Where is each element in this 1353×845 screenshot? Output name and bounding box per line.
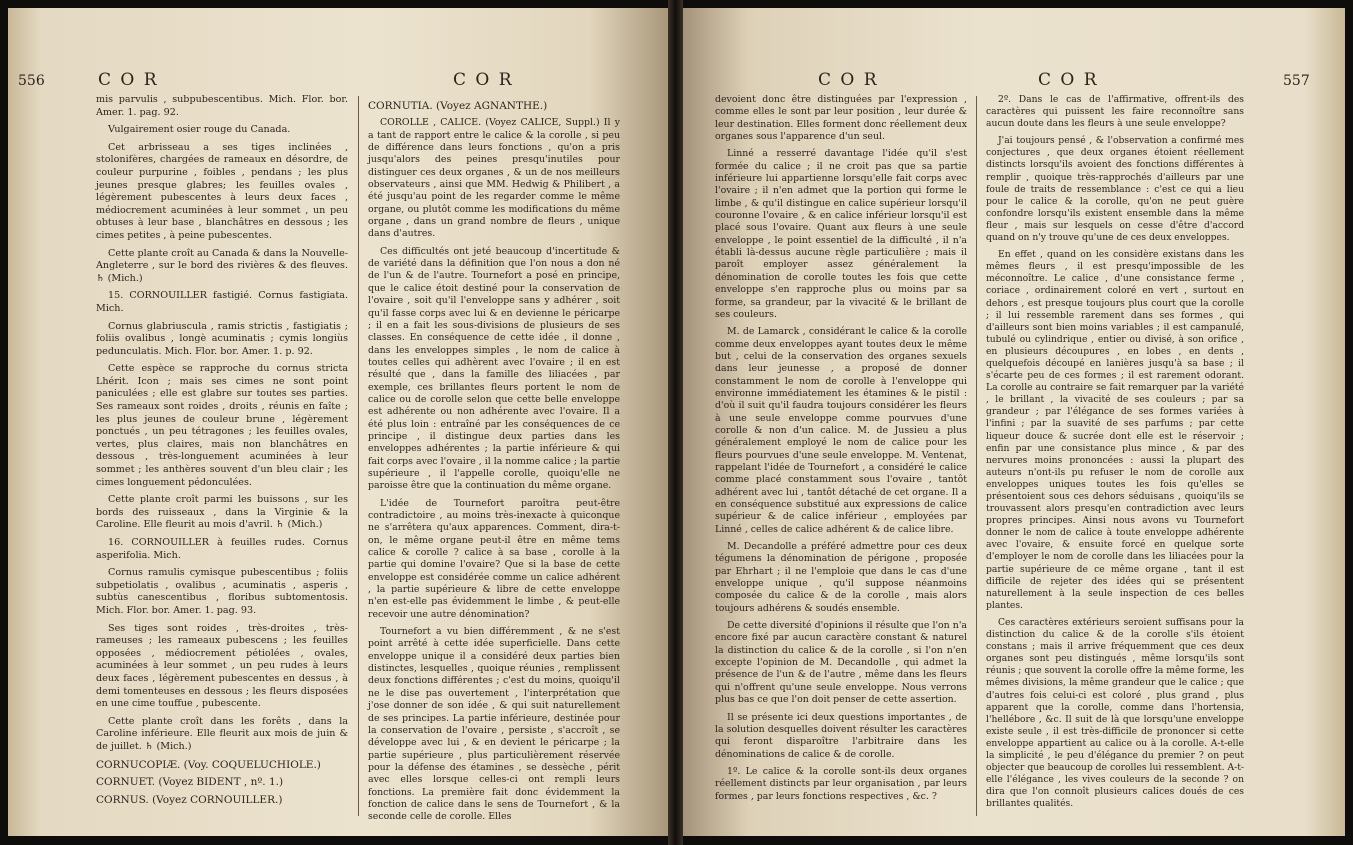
column-2 xyxy=(368,94,620,829)
column-rule xyxy=(358,96,359,816)
paragraph: De cette diversité d'opinions il résulte que l'on n'a encore fixé par aucun caractère constant & naturel la distinction du calice & de la corolle , si l'on n'en excepte l'opinion de M. Decandolle , qui admet la présence de l'un & de l'autre , même dans les fleurs qui n'offrent qu'une seule enveloppe. Nous verrons plus bas ce que l'on doit penser de cette assertion. xyxy=(715,620,967,706)
paragraph: Cet arbrisseau a ses tiges inclinées , stolonifères, chargées de rameaux en désordre, de couleur purpurine , foibles , pendans ; les plus jeunes presque glabres; les feuilles ovales , légèrement pubescentes à leurs deux faces , médiocrement acuminées à leur sommet , un peu obtuses à leur base , blanchâtres en dessous ; les cimes petites , à peine pubescentes. xyxy=(96,141,348,241)
paragraph: Linné a resserré davantage l'idée qu'il s'est formée du calice ; il ne croit pas que sa partie inférieure lui appartienne lorsqu'elle fait corps avec l'ovaire ; il n'en admet que la portion qui forme le limbe , & qu'il distingue en calice supérieur lorsqu'il couronne l'ovaire , & en calice inférieur lorsqu'il est placé sous l'ovaire. Quant aux fleurs à une seule enveloppe , le point essentiel de la difficulté , il n'a établi là-dessus aucune règle particulière ; mais il paroît employer assez généralement la dénomination de corolle toutes les fois que cette enveloppe s'en rapproche plus ou moins par sa forme, sa grandeur, par la vivacité & le brillant de ses couleurs. xyxy=(715,148,967,320)
right-running-head-1: C O R xyxy=(818,70,879,90)
page-number-right: 557 xyxy=(1283,73,1310,89)
paragraph: Cette plante croît au Canada & dans la Nouvelle-Angleterre , sur le bord des rivières & des fleuves. ♄ (Mich.) xyxy=(96,247,348,284)
paragraph: Il se présente ici deux questions importantes , de la solution desquelles doivent résulter les caractères qui feront disparoître l'arbitraire dans les dénominations de calice & de corolle. xyxy=(715,711,967,760)
right-page xyxy=(683,8,1345,836)
paragraph: J'ai toujours pensé , & l'observation a confirmé mes conjectures , que deux organes étoient réellement distincts lorsqu'ils avoient des fonctions différentes à remplir , quoique très-rapprochés d'ailleurs par une foule de traits de ressemblance : c'est ce qui a lieu pour le calice & la corolle, qu'on ne peut guère confondre lorsqu'ils existent ensemble dans la même fleur , mais sur lesquels on cesse d'être d'accord quand on n'y trouve qu'une de ces deux enveloppes. xyxy=(986,135,1244,244)
latin-diagnosis: Cornus ramulis cymisque pubescentibus ; foliis subpetiolatis , ovalibus , acuminatis , asperis , subtùs canescentibus , floribus subtomentosis. Mich. Flor. bor. Amer. 1. pag. 93. xyxy=(96,567,348,616)
paragraph: Cette plante croît dans les forêts , dans la Caroline inférieure. Elle fleurit aux mois de juin & de juillet. ♄ (Mich.) xyxy=(96,715,348,752)
right-running-head-2: C O R xyxy=(1038,70,1099,90)
paragraph: Vulgairement osier rouge du Canada. xyxy=(108,124,291,136)
paragraph: M. Decandolle a préféré admettre pour ces deux tégumens la dénomination de périgone , proposée par Ehrhart ; il ne l'emploie que dans le cas d'une enveloppe unique , qu'il suppose néanmoins composée du calice & de la corolle , mais alors toujours adhérens & soudés ensemble. xyxy=(715,541,967,614)
latin-diagnosis: Cornus glabriuscula , ramis strictis , fastigiatis ; foliis ovalibus , longè acuminatis ; cymis longiùs pedunculatis. Mich. Flor. bor. Amer. 1. p. 92. xyxy=(96,320,348,357)
cross-reference: CORNUTIA. (Voyez AGNANTHE.) xyxy=(368,100,548,112)
paragraph: Ces caractères extérieurs seroient suffisans pour la distinction du calice & de la corolle s'ils étoient constans ; mais il arrive fréquemment que ces deux organes sont peu distingués , même lorsqu'ils sont réunis ; que souvent la corolle offre la même forme, les mêmes divisions, la même grandeur que le calice ; que d'autres fois celui-ci est coloré , plus grand , plus apparent que la corolle, comme dans l'hortensia, l'hellébore , &c. Il suit de là que lorsqu'une enveloppe existe seule , il est très-difficile de prononcer si cette enveloppe appartient au calice ou à la corolle. A-t-elle la simplicité , le peu d'élégance du premier ? on peut objecter que beaucoup de corolles lui ressemblent. A-t-elle l'élégance , les vives couleurs de la seconde ? on dira que l'on connoît plusieurs calices doués de ces brillantes qualités. xyxy=(986,616,1244,810)
paragraph: Ces difficultés ont jeté beaucoup d'incertitude & de variété dans la définition que l'on nous a don né de l'un & de l'autre. Tournefort a posé en principe, que le calice étoit destiné pour la conservation de l'ovaire , soit qu'il l'enveloppe sans y adhérer , soit qu'il fasse corps avec lui & en devienne le péricarpe ; il en a fait les sous-divisions de plusieurs de ses classes. En conséquence de cette idée , il donne , dans les enveloppes simples , le nom de calice à toutes celles qui adhèrent avec l'ovaire ; il en est résulté que , dans la famille des liliacées , par exemple, ces brillantes fleurs portent le nom de calice ou de corolle selon que cette belle enveloppe est adhérente ou non adhérente avec l'ovaire. Il a été plus loin : entraîné par les conséquences de ce principe , il distingue deux parties dans les enveloppes adhérentes ; la partie inférieure & qui fait corps avec l'ovaire , il la nomme calice ; la partie supérieure , il l'appelle corolle, quoiqu'elle ne paroisse être que la continuation du même organe. xyxy=(368,245,620,492)
column-rule xyxy=(976,96,977,816)
entry-heading: 15. CORNOUILLER fastigié. Cornus fastigiata. Mich. xyxy=(96,290,348,314)
paragraph: 1º. Le calice & la corolle sont-ils deux organes réellement distincts par leur organisation , par leurs formes , par leurs fonctions respectives , &c. ? xyxy=(715,765,967,802)
column-3 xyxy=(715,94,967,808)
paragraph: Ses tiges sont roides , très-droites , très-rameuses ; les rameaux pubescens ; les feuilles opposées , médiocrement pétiolées , ovales, acuminées à leur sommet , un peu rudes à leurs deux faces , légèrement pubescentes en dessus , à demi tomenteuses en dessous ; les fleurs disposées en une cime touffue , pubescente. xyxy=(96,622,348,710)
paragraph: En effet , quand on les considère existans dans les mêmes fleurs , il est presqu'impossible de les méconnoître. Le calice , d'une consistance ferme , coriace , ordinairement coloré en vert , surtout en dehors , est presque toujours plus court que la corolle ; il lui ressemble rarement dans ses formes , qui d'ailleurs sont bien moins variables ; il est campanulé, tubulé ou cylindrique , entier ou divisé, à son orifice , en plusieurs découpures , en lobes , en dents , quelquefois découpé en lanières jusqu'à sa base ; il s'écarte peu de ces formes ; il est rarement odorant. La corolle au contraire se fait remarquer par la variété , le brillant , la vivacité de ses couleurs ; par sa grandeur ; par l'élégance de ses formes variées à l'infini ; par la suavité de ses parfums ; par cette liqueur douce & sucrée dont elle est le réservoir ; enfin par une consistance plus mince , & par des nervures moins prononcées : aussi la plupart des auteurs n'ont-ils pu refuser le nom de corolle aux enveloppes uniques toutes les fois qu'elles se présentoient sous ces dehors séduisans , quoiqu'ils se trouvassent alors presqu'en contradiction avec leurs propres principes. Ainsi nous avons vu Tournefort donner le nom de calice à toute enveloppe adhérente avec l'ovaire, & ensuite forcé en quelque sorte d'employer le nom de corolle dans les liliacées pour la partie supérieure de ce même organe , tant il est difficile de rejeter des idées qui se présentent naturellement à la seule inspection de ces belles plantes. xyxy=(986,249,1244,611)
paragraph: L'idée de Tournefort paroîtra peut-être contradictoire , au moins très-inexacte à quiconque ne s'arrêtera qu'aux apparences. Comment, dira-t-on, le même organe peut-il être en même tems calice & corolle ? calice à sa base , corolle à la partie qui domine l'ovaire? Que si la base de cette enveloppe est considérée comme un calice adhérent , la partie supérieure & libre de cette enveloppe n'en est-elle pas évidemment le limbe , & peut-elle recevoir une autre dénomination? xyxy=(368,497,620,620)
cross-reference: CORNUET. (Voyez BIDENT , nº. 1.) xyxy=(96,776,284,789)
column-4 xyxy=(986,94,1244,815)
cross-reference: CORNUCOPIÆ. (Voy. COQUELUCHIOLE.) xyxy=(96,758,321,771)
paragraph: mis parvulis , subpubescentibus. Mich. Flor. bor. Amer. 1. pag. 92. xyxy=(96,94,348,118)
left-running-head-2: C O R xyxy=(453,70,514,90)
right-page-header xyxy=(1283,70,1310,90)
paragraph: COROLLE , CALICE. (Voyez CALICE, Suppl.) Il y a tant de rapport entre le calice & la corolle , si peu de différence dans leurs fonctions , qu'on a pris jusqu'alors des peines presqu'inutiles pour distinguer ces deux organes , & un de nos meilleurs observateurs , ainsi que MM. Hedwig & Philibert , a été jusqu'au point de les regarder comme le même organe, ou plutôt comme les modifications du même organe , dans un grand nombre de fleurs , unique dans d'autres. xyxy=(368,117,620,240)
paragraph: Cette plante croît parmi les buissons , sur les bords des ruisseaux , dans la Virginie & la Caroline. Elle fleurit au mois d'avril. ♄ (Mich.) xyxy=(96,494,348,531)
page-number-left: 556 xyxy=(18,73,45,89)
column-1 xyxy=(96,94,348,811)
left-page xyxy=(8,8,668,836)
entry-heading: 16. CORNOUILLER à feuilles rudes. Cornus asperifolia. Mich. xyxy=(96,537,348,561)
cross-reference: CORNUS. (Voyez CORNOUILLER.) xyxy=(96,793,283,806)
book-gutter xyxy=(668,0,683,845)
left-page-header xyxy=(18,70,45,90)
paragraph: 2º. Dans le cas de l'affirmative, offrent-ils des caractères qui puissent les faire reconnoître sans aucun doute dans les fleurs à une seule enveloppe? xyxy=(986,94,1244,130)
paragraph: Cette espèce se rapproche du cornus stricta Lhérit. Icon ; mais ses cimes ne sont point paniculées ; elle est glabre sur toutes ses parties. Ses rameaux sont roides , droits , réunis en faîte ; les plus jeunes de couleur brune , légèrement ponctués , un peu tétragones ; les feuilles ovales, vertes, plus claires, mais non blanchâtres en dessous , très-longuement acuminées à leur sommet ; les anthères souvent d'un bleu clair ; les cimes longuement pédonculées. xyxy=(96,363,348,488)
paragraph: devoient donc être distinguées par l'expression , comme elles le sont par leur position , leur durée & leur destination. Elles forment donc réellement deux organes sous l'apparence d'un seul. xyxy=(715,94,967,143)
paragraph: Tournefort a vu bien différemment , & ne s'est point arrêté à cette idée superficielle. Dans cette enveloppe unique il a considéré deux parties bien distinctes, lesquelles , quoique réunies , remplissent deux fonctions différentes ; c'est du moins, quoiqu'il ne le dise pas ouvertement , l'interprétation que j'ose donner de son idée , & qui suit naturellement de ses principes. La partie inférieure, destinée pour la conservation de l'ovaire , persiste , s'accroît , se développe avec lui , & en devient le péricarpe ; la partie supérieure , plus particulièrement réservée pour la défense des étamines , se dessèche , périt avec elles lorsque celles-ci ont rempli leurs fonctions. La première fait donc évidemment la fonction de calice dans le sens de Tournefort , & la seconde celle de corolle. Elles xyxy=(368,626,620,823)
paragraph: M. de Lamarck , considérant le calice & la corolle comme deux enveloppes ayant toutes deux le même but , celui de la conservation des organes sexuels dans leur jeunesse , a proposé de donner constamment le nom de corolle à l'enveloppe qui environne immédiatement les étamines & le pistil : d'où il suit qu'il faudra toujours considérer les fleurs à une seule enveloppe comme pourvues d'une corolle & non d'un calice. M. de Jussieu a plus généralement employé le nom de calice pour les fleurs pourvues d'une seule enveloppe. M. Ventenat, rappelant l'idée de Tournefort , a considéré le calice comme placé constamment sous l'ovaire , tantôt adhérent avec lui , tantôt détaché de cet organe. Il a en conséquence substitué aux expressions de calice supérieur & de calice inférieur , employées par Linné , celles de calice adhérent & de calice libre. xyxy=(715,326,967,535)
left-running-head-1: C O R xyxy=(98,70,159,90)
